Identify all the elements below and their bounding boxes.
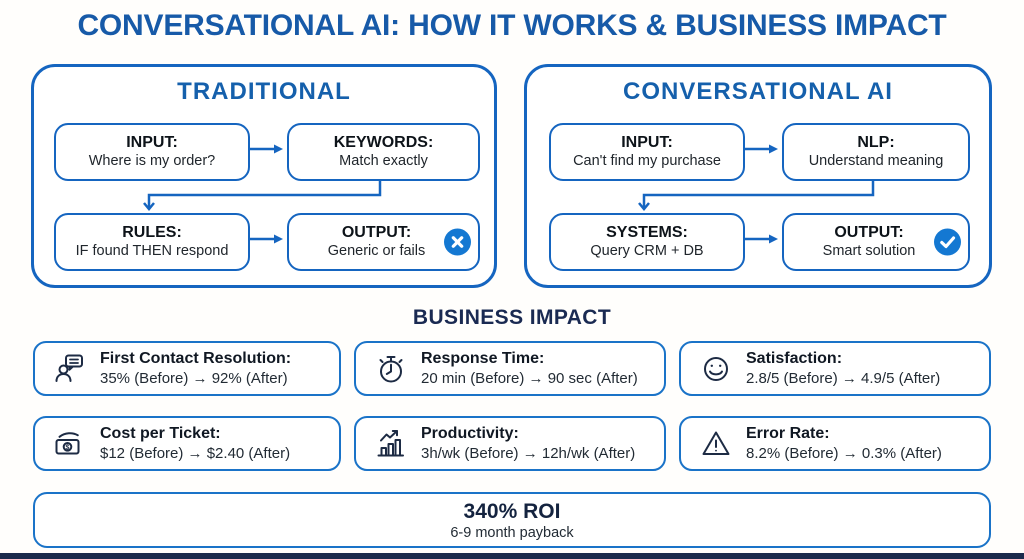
roi-box (33, 492, 991, 548)
bar-chart-up-icon (374, 427, 408, 461)
node-input-label: INPUT: (126, 134, 178, 152)
fail-x-icon (444, 229, 471, 256)
roi-title: 340% ROI (463, 499, 561, 523)
impact-card-label: Productivity: (421, 425, 519, 443)
node-rules-label: RULES: (122, 224, 182, 242)
impact-card-value: 20 min (Before) → 90 sec (After) (421, 369, 638, 387)
smiley-icon (699, 352, 733, 386)
panel-traditional-title: TRADITIONAL (177, 78, 351, 105)
impact-card-label: Response Time: (421, 350, 545, 368)
impact-card-value: 35% (Before) → 92% (After) (100, 369, 288, 387)
impact-card-value: 2.8/5 (Before) → 4.9/5 (After) (746, 369, 941, 387)
impact-card-first-contact-resolution (33, 341, 341, 396)
warning-triangle-icon (699, 427, 733, 461)
node-output-ai-desc: Smart solution (822, 242, 916, 259)
node-input-ai-label: INPUT: (621, 134, 673, 152)
node-output-desc: Generic or fails (327, 242, 426, 259)
panel-traditional (31, 64, 497, 288)
node-keywords-desc: Match exactly (339, 152, 428, 169)
impact-card-value: $12 (Before) → $2.40 (After) (100, 444, 291, 462)
impact-card-value: 8.2% (Before) → 0.3% (After) (746, 444, 942, 462)
impact-card-error-rate (679, 416, 991, 471)
node-nlp (782, 123, 970, 181)
impact-card-label: Error Rate: (746, 425, 830, 443)
node-output-ai (782, 213, 970, 271)
money-icon (53, 427, 87, 461)
impact-card-productivity (354, 416, 666, 471)
node-input-ai (549, 123, 745, 181)
person-chat-icon (53, 352, 87, 386)
node-input-desc: Where is my order? (88, 152, 216, 169)
node-input-ai-desc: Can't find my purchase (573, 152, 721, 169)
svg-text:$: $ (65, 443, 70, 451)
node-nlp-label: NLP: (857, 134, 895, 152)
node-systems-label: SYSTEMS: (606, 224, 688, 242)
roi-subtitle: 6-9 month payback (450, 524, 574, 541)
node-output-ai-label: OUTPUT: (834, 224, 904, 242)
node-rules-desc: IF found THEN respond (75, 242, 229, 259)
impact-card-response-time (354, 341, 666, 396)
node-systems-desc: Query CRM + DB (590, 242, 704, 259)
success-check-icon (934, 229, 961, 256)
impact-cards (33, 341, 991, 471)
node-output-label: OUTPUT: (341, 224, 412, 242)
node-nlp-desc: Understand meaning (808, 152, 944, 169)
node-keywords (287, 123, 480, 181)
footer-bar (0, 553, 1024, 559)
node-systems (549, 213, 745, 271)
panel-conversational-ai (524, 64, 992, 288)
node-input (54, 123, 250, 181)
node-output-traditional (287, 213, 480, 271)
node-keywords-label: KEYWORDS: (333, 134, 434, 152)
impact-card-label: Satisfaction: (746, 350, 843, 368)
node-rules (54, 213, 250, 271)
impact-card-label: Cost per Ticket: (100, 425, 221, 443)
impact-card-cost-per-ticket (33, 416, 341, 471)
business-impact-heading: BUSINESS IMPACT (412, 306, 612, 329)
impact-card-satisfaction (679, 341, 991, 396)
page-title: CONVERSATIONAL AI: HOW IT WORKS & BUSINESS IMPACT (77, 9, 947, 42)
impact-card-value: 3h/wk (Before) → 12h/wk (After) (421, 444, 636, 462)
stopwatch-icon (374, 352, 408, 386)
impact-card-label: First Contact Resolution: (100, 350, 292, 368)
panel-conversational-ai-title: CONVERSATIONAL AI (623, 78, 893, 105)
